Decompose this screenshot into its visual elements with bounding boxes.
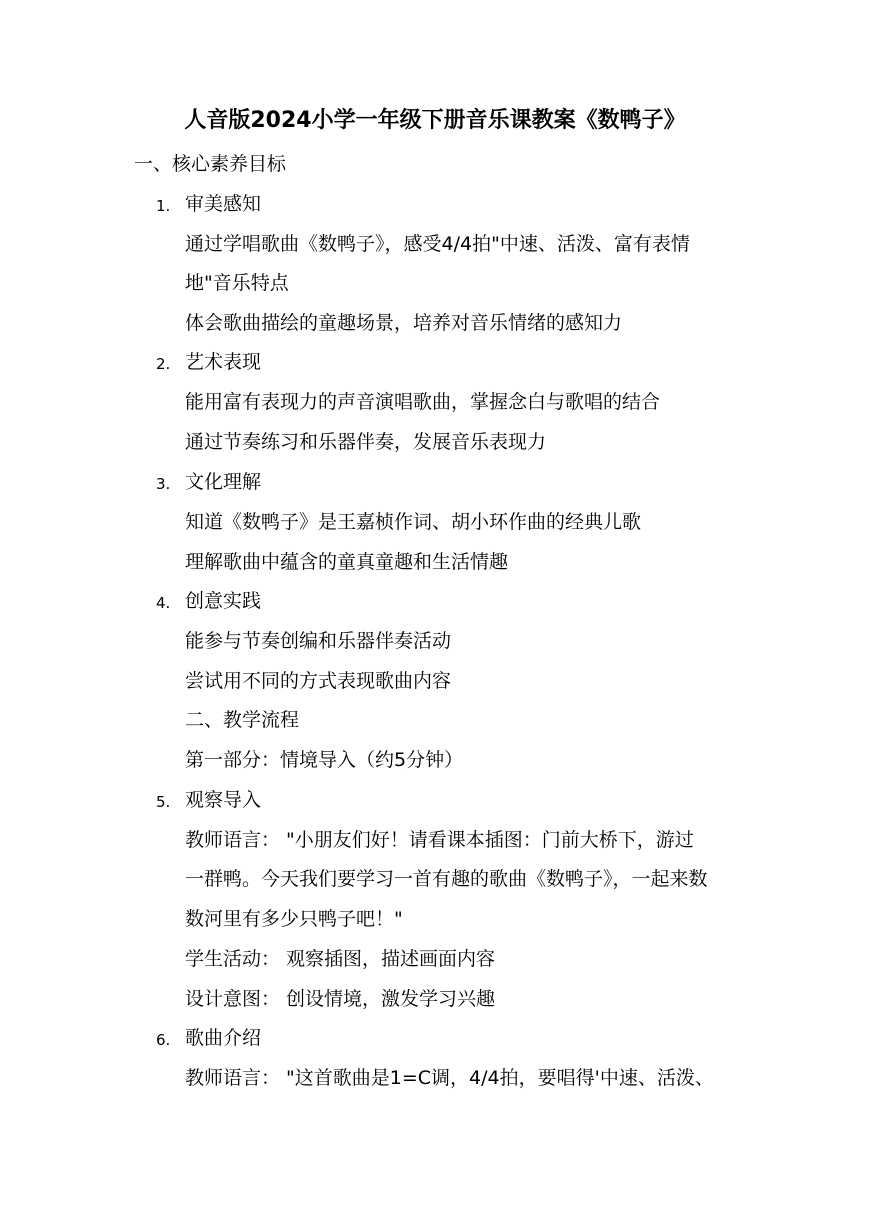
- paragraph-line: 教师语言： "小朋友们好！请看课本插图：门前大桥下，游过: [185, 829, 694, 851]
- item-number: 1.: [156, 197, 171, 215]
- document-title: 人音版2024小学一年级下册音乐课教案《数鸭子》: [184, 108, 686, 133]
- item-number: 4.: [156, 594, 171, 612]
- paragraph-line: 知道《数鸭子》是王嘉桢作词、胡小环作曲的经典儿歌: [185, 511, 642, 533]
- paragraph-line: 尝试用不同的方式表现歌曲内容: [185, 670, 452, 692]
- item-number: 3.: [156, 475, 171, 493]
- item-number: 5.: [156, 793, 171, 811]
- item-heading: 创意实践: [185, 590, 262, 612]
- paragraph-line: 设计意图： 创设情境，激发学习兴趣: [185, 988, 496, 1010]
- item-heading: 歌曲介绍: [185, 1027, 262, 1049]
- paragraph-line: 数河里有多少只鸭子吧！": [185, 908, 403, 930]
- section-heading-process: 二、教学流程: [185, 709, 300, 731]
- paragraph-line: 一群鸭。今天我们要学习一首有趣的歌曲《数鸭子》，一起来数: [185, 868, 708, 890]
- paragraph-line: 通过节奏练习和乐器伴奏，发展音乐表现力: [185, 431, 547, 453]
- paragraph-line: 通过学唱歌曲《数鸭子》，感受4/4拍"中速、活泼、富有表情: [185, 233, 690, 255]
- paragraph-line: 能参与节奏创编和乐器伴奏活动: [185, 630, 452, 652]
- item-heading: 审美感知: [185, 193, 262, 215]
- item-number: 2.: [156, 355, 171, 373]
- paragraph-line: 教师语言： "这首歌曲是1=C调，4/4拍，要唱得'中速、活泼、: [185, 1067, 714, 1089]
- item-heading: 观察导入: [185, 789, 262, 811]
- item-number: 6.: [156, 1031, 171, 1049]
- section-heading-objectives: 一、核心素养目标: [134, 153, 287, 175]
- part-heading: 第一部分：情境导入（约5分钟）: [185, 749, 464, 771]
- paragraph-line: 能用富有表现力的声音演唱歌曲，掌握念白与歌唱的结合: [185, 391, 661, 413]
- item-heading: 艺术表现: [185, 351, 262, 373]
- item-heading: 文化理解: [185, 471, 262, 493]
- paragraph-line: 学生活动： 观察插图，描述画面内容: [185, 948, 496, 970]
- paragraph-line: 地"音乐特点: [185, 272, 289, 294]
- paragraph-line: 体会歌曲描绘的童趣场景，培养对音乐情绪的感知力: [185, 312, 623, 334]
- paragraph-line: 理解歌曲中蕴含的童真童趣和生活情趣: [185, 551, 509, 573]
